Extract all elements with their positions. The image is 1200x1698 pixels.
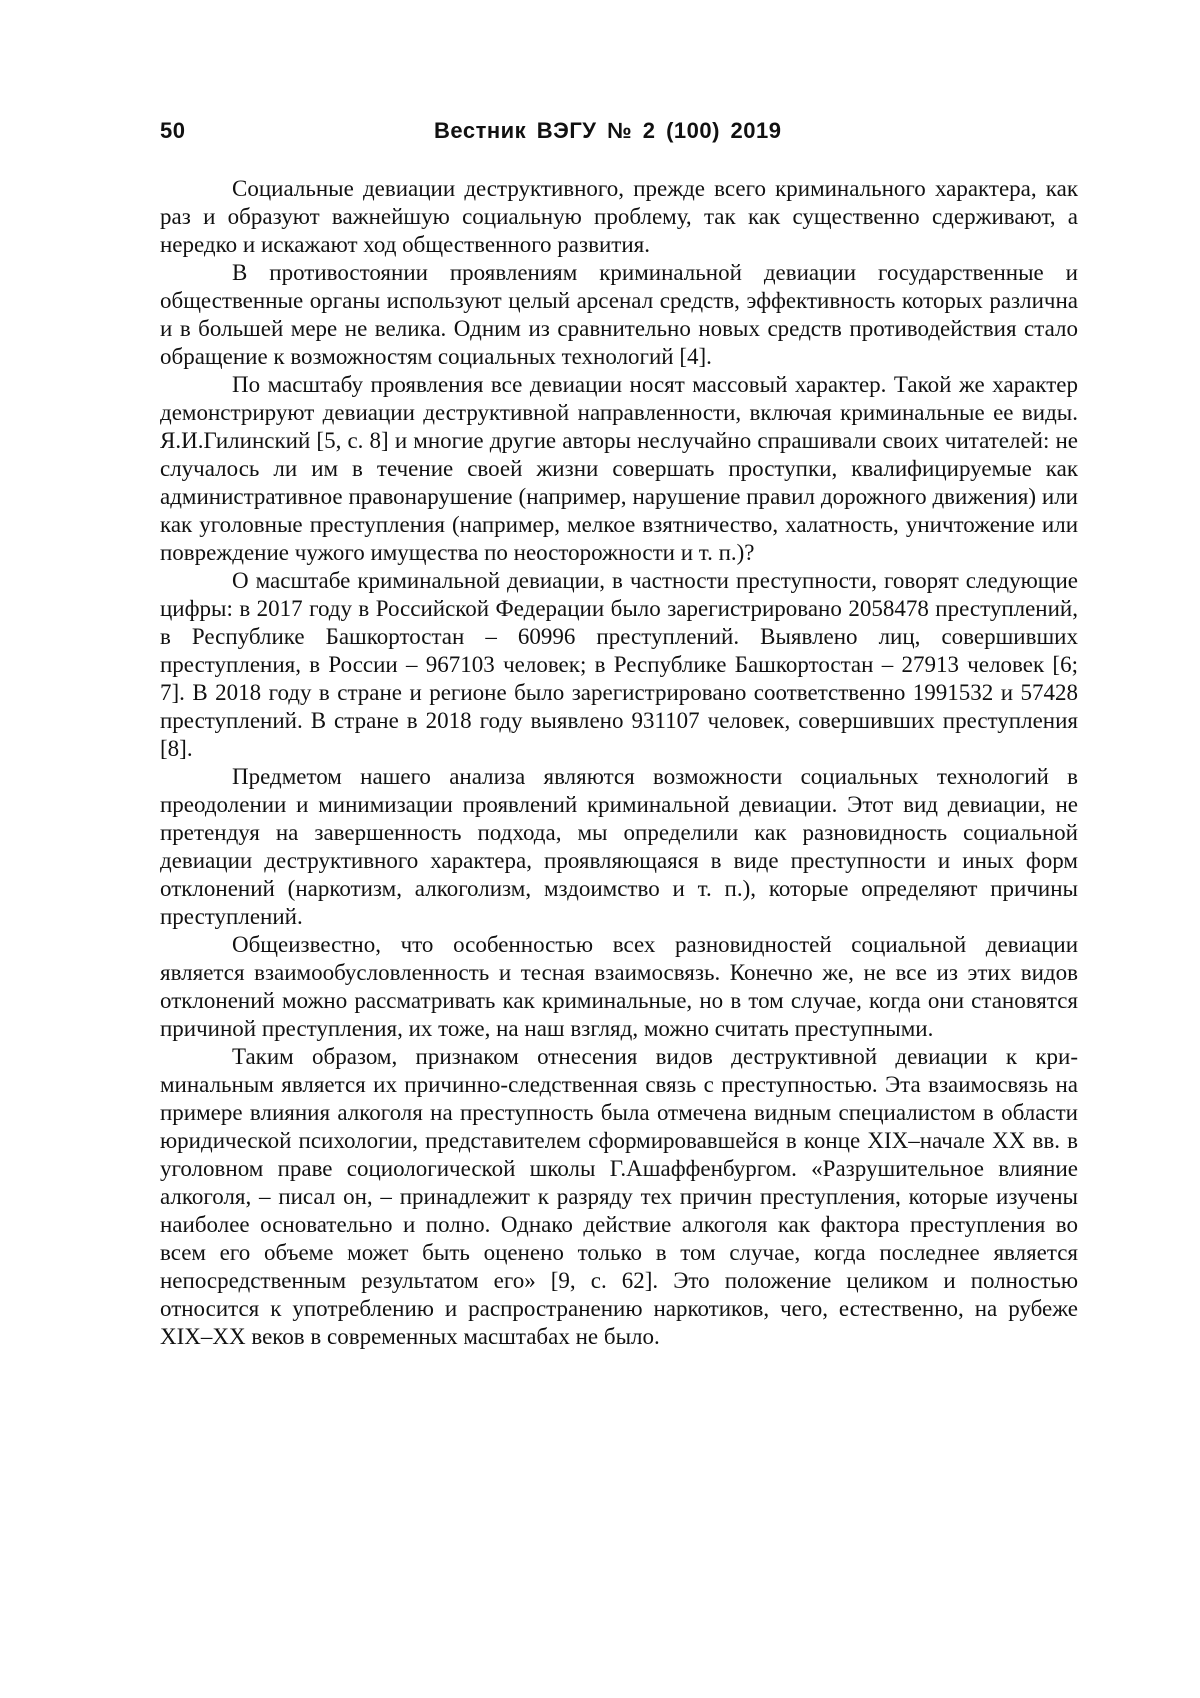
paragraph: Общеизвестно, что особенностью всех разновидностей социальной девиации является взаимообусловленность и тесная взаимосвязь. Конечно же, не все из этих видов отклонений можно рассматривать как криминальные, но в том случае, когда они становятся причиной преступления, их тоже, на наш взгляд, можно считать преступными.: [160, 932, 1078, 1041]
journal-title: Вестник ВЭГУ № 2 (100) 2019: [434, 118, 782, 143]
article-body: [160, 175, 1078, 1351]
paragraph: По масштабу проявления все девиации носят массовый характер. Такой же характер демонстрируют девиации деструктивной направленности, включая криминальные ее виды. Я.И.Гилинский [5, с. 8] и многие другие авторы неслучайно спрашивали своих читателей: не случалось ли им в течение своей жизни совершать проступки, квалифицируемые как административное правонарушение (например, нарушение правил дорожного движения) или как уголовные преступления (например, мелкое взятничество, халатность, уничтожение или повреждение чужого имущества по неосторожности и т. п.)?: [160, 372, 1078, 565]
paragraph: О масштабе криминальной девиации, в частности преступности, говорят следующие цифры: в 2017 году в Российской Федерации было зарегистрировано 2058478 преступлений, в Республике Башкортостан – 60996 преступлений. Выявлено лиц, совершивших преступления, в России – 967103 человек; в Республике Башкортостан – 27913 человек [6; 7]. В 2018 году в стране и регионе было зарегистрировано соответственно 1991532 и 57428 преступлений. В стране в 2018 году выявлено 931107 человек, совершивших преступления [8].: [160, 568, 1078, 761]
paragraph: Предметом нашего анализа являются возможности социальных технологий в преодолении и минимизации проявлений криминальной девиации. Этот вид девиации, не претендуя на завершенность подхода, мы определили как разновидность социальной девиации деструктивного характера, проявляющаяся в виде преступности и иных форм отклонений (наркотизм, алкоголизм, мздоимство и т. п.), которые определяют причины преступлений.: [160, 764, 1078, 929]
paragraph: Социальные девиации деструктивного, прежде всего криминального характера, как раз и образуют важнейшую социальную проблему, так как существенно сдерживают, а нередко и искажают ход общественного развития.: [160, 176, 1078, 257]
paragraph: Таким образом, признаком отнесения видов деструктивной девиации к криминальным является их причинно-следственная связь с преступностью. Эта взаимосвязь на примере влияния алкоголя на преступность была отмечена видным специалистом в области юридической психологии, представителем сформировавшейся в конце XIX–начале XX вв. в уголовном праве социологической школы Г.Ашаффенбургом. «Разрушительное влияние алкоголя, – писал он, – принадлежит к разряду тех причин преступления, которые изучены наиболее основательно и полно. Однако действие алкоголя как фактора преступления во всем его объеме может быть оценено только в том случае, когда последнее является непосредственным результатом его» [9, с. 62]. Это положение целиком и полностью относится к употреблению и распространению наркотиков, чего, естественно, на рубеже XIX–XX веков в современных масштабах не было.: [160, 1044, 1078, 1349]
running-header: [160, 118, 1078, 150]
paragraph: В противостоянии проявлениям криминальной девиации государственные и общественные органы используют целый арсенал средств, эффективность которых различна и в большей мере не велика. Одним из сравнительно новых средств противодействия стало обращение к возможностям социальных технологий [4].: [160, 260, 1078, 369]
page-number: 50: [160, 118, 186, 143]
